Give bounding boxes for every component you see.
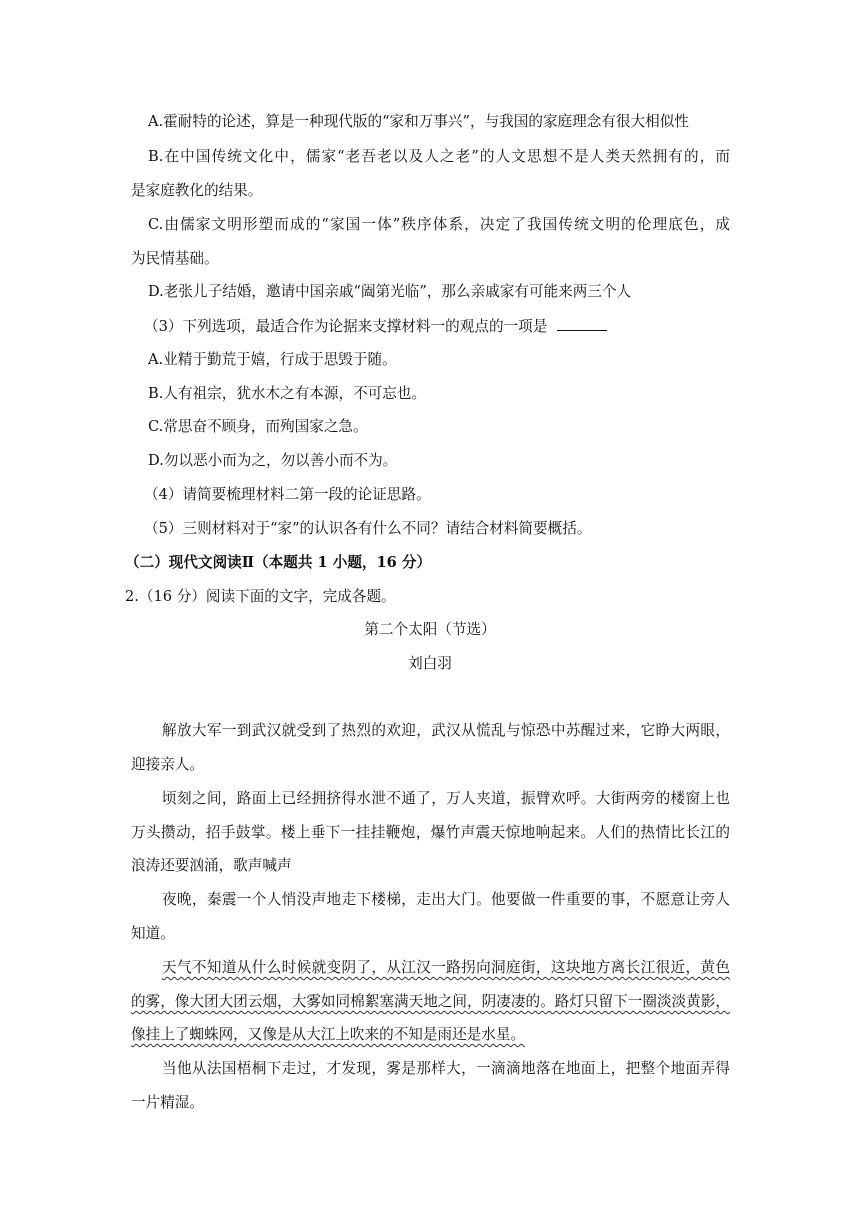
question-3-text: （3）下列选项，最适合作为论据来支撑材料一的观点的一项是	[144, 318, 548, 335]
q1-option-c-cont: 为民情基础。	[131, 250, 219, 267]
paragraph-1-line-1: 解放大军一到武汉就受到了热烈的欢迎，武汉从慌乱与惊恐中苏醒过来，它睁大两眼，	[162, 722, 730, 739]
paragraph-5-line-1: 当他从法国梧桐下走过，才发现，雾是那样大，一滴滴地落在地面上，把整个地面弄得	[162, 1060, 730, 1077]
paragraph-2-line-3: 浪涛还要汹涌，歌声喊声	[131, 857, 292, 874]
q1-option-a: A.霍耐特的论述，算是一种现代版的“家和万事兴”，与我国的家庭理念有很大相似性	[148, 113, 689, 130]
passage-title: 第二个太阳（节选）	[364, 621, 496, 638]
paragraph-4-line-3: 像挂上了蜘蛛网，又像是从大江上吹来的不知是雨还是水星。	[131, 1026, 526, 1043]
q3-option-b: B.人有祖宗，犹水木之有本源，不可忘也。	[148, 385, 427, 402]
question-2: 2.（16 分）阅读下面的文字，完成各题。	[125, 588, 396, 605]
question-5: （5）三则材料对于“家”的认识各有什么不同？请结合材料简要概括。	[144, 520, 592, 537]
paragraph-3-line-1: 夜晚，秦震一个人悄没声地走下楼梯，走出大门。他要做一件重要的事，不愿意让旁人	[162, 891, 730, 908]
q1-option-b-cont: 是家庭教化的结果。	[131, 182, 263, 199]
paragraph-3-line-2: 知道。	[131, 925, 175, 942]
paragraph-5-line-2: 一片精湿。	[131, 1094, 204, 1111]
paragraph-4-line-2: 的雾，像大团大团云烟，大雾如同棉絮塞满天地之间，阴凄凄的。路灯只留下一圈淡淡黄影，	[131, 993, 730, 1010]
q3-option-d: D.勿以恶小而为之，勿以善小而不为。	[148, 452, 398, 469]
answer-blank	[557, 316, 607, 331]
q3-option-a: A.业精于勤荒于嬉，行成于思毁于随。	[148, 351, 397, 368]
q1-option-c: C.由儒家文明形塑而成的“家国一体”秩序体系，决定了我国传统文明的伦理底色，成	[148, 216, 730, 233]
question-4: （4）请简要梳理材料二第一段的论证思路。	[144, 486, 431, 503]
paragraph-1-line-2: 迎接亲人。	[131, 756, 204, 773]
paragraph-2-line-2: 万头攒动，招手鼓掌。楼上垂下一挂挂鞭炮，爆竹声震天惊地响起来。人们的热情比长江的	[131, 824, 730, 841]
passage-author: 刘白羽	[408, 655, 452, 672]
q1-option-d: D.老张儿子结婚，邀请中国亲戚“阖第光临”，那么亲戚家有可能来两三个人	[148, 283, 632, 300]
paragraph-2-line-1: 顷刻之间，路面上已经拥挤得水泄不通了，万人夹道，振臂欢呼。大街两旁的楼窗上也	[162, 790, 730, 807]
section-heading: （二）现代文阅读Ⅱ（本题共 1 小题，16 分）	[125, 554, 432, 571]
q1-option-b: B.在中国传统文化中，儒家“老吾老以及人之老”的人文思想不是人类天然拥有的，而	[148, 148, 730, 165]
paragraph-4-line-1: 天气不知道从什么时候就变阴了，从江汉一路拐向洞庭街，这块地方离长江很近，黄色	[162, 959, 730, 976]
question-3-stem	[144, 316, 607, 337]
q3-option-c: C.常思奋不顾身，而殉国家之急。	[148, 418, 368, 435]
